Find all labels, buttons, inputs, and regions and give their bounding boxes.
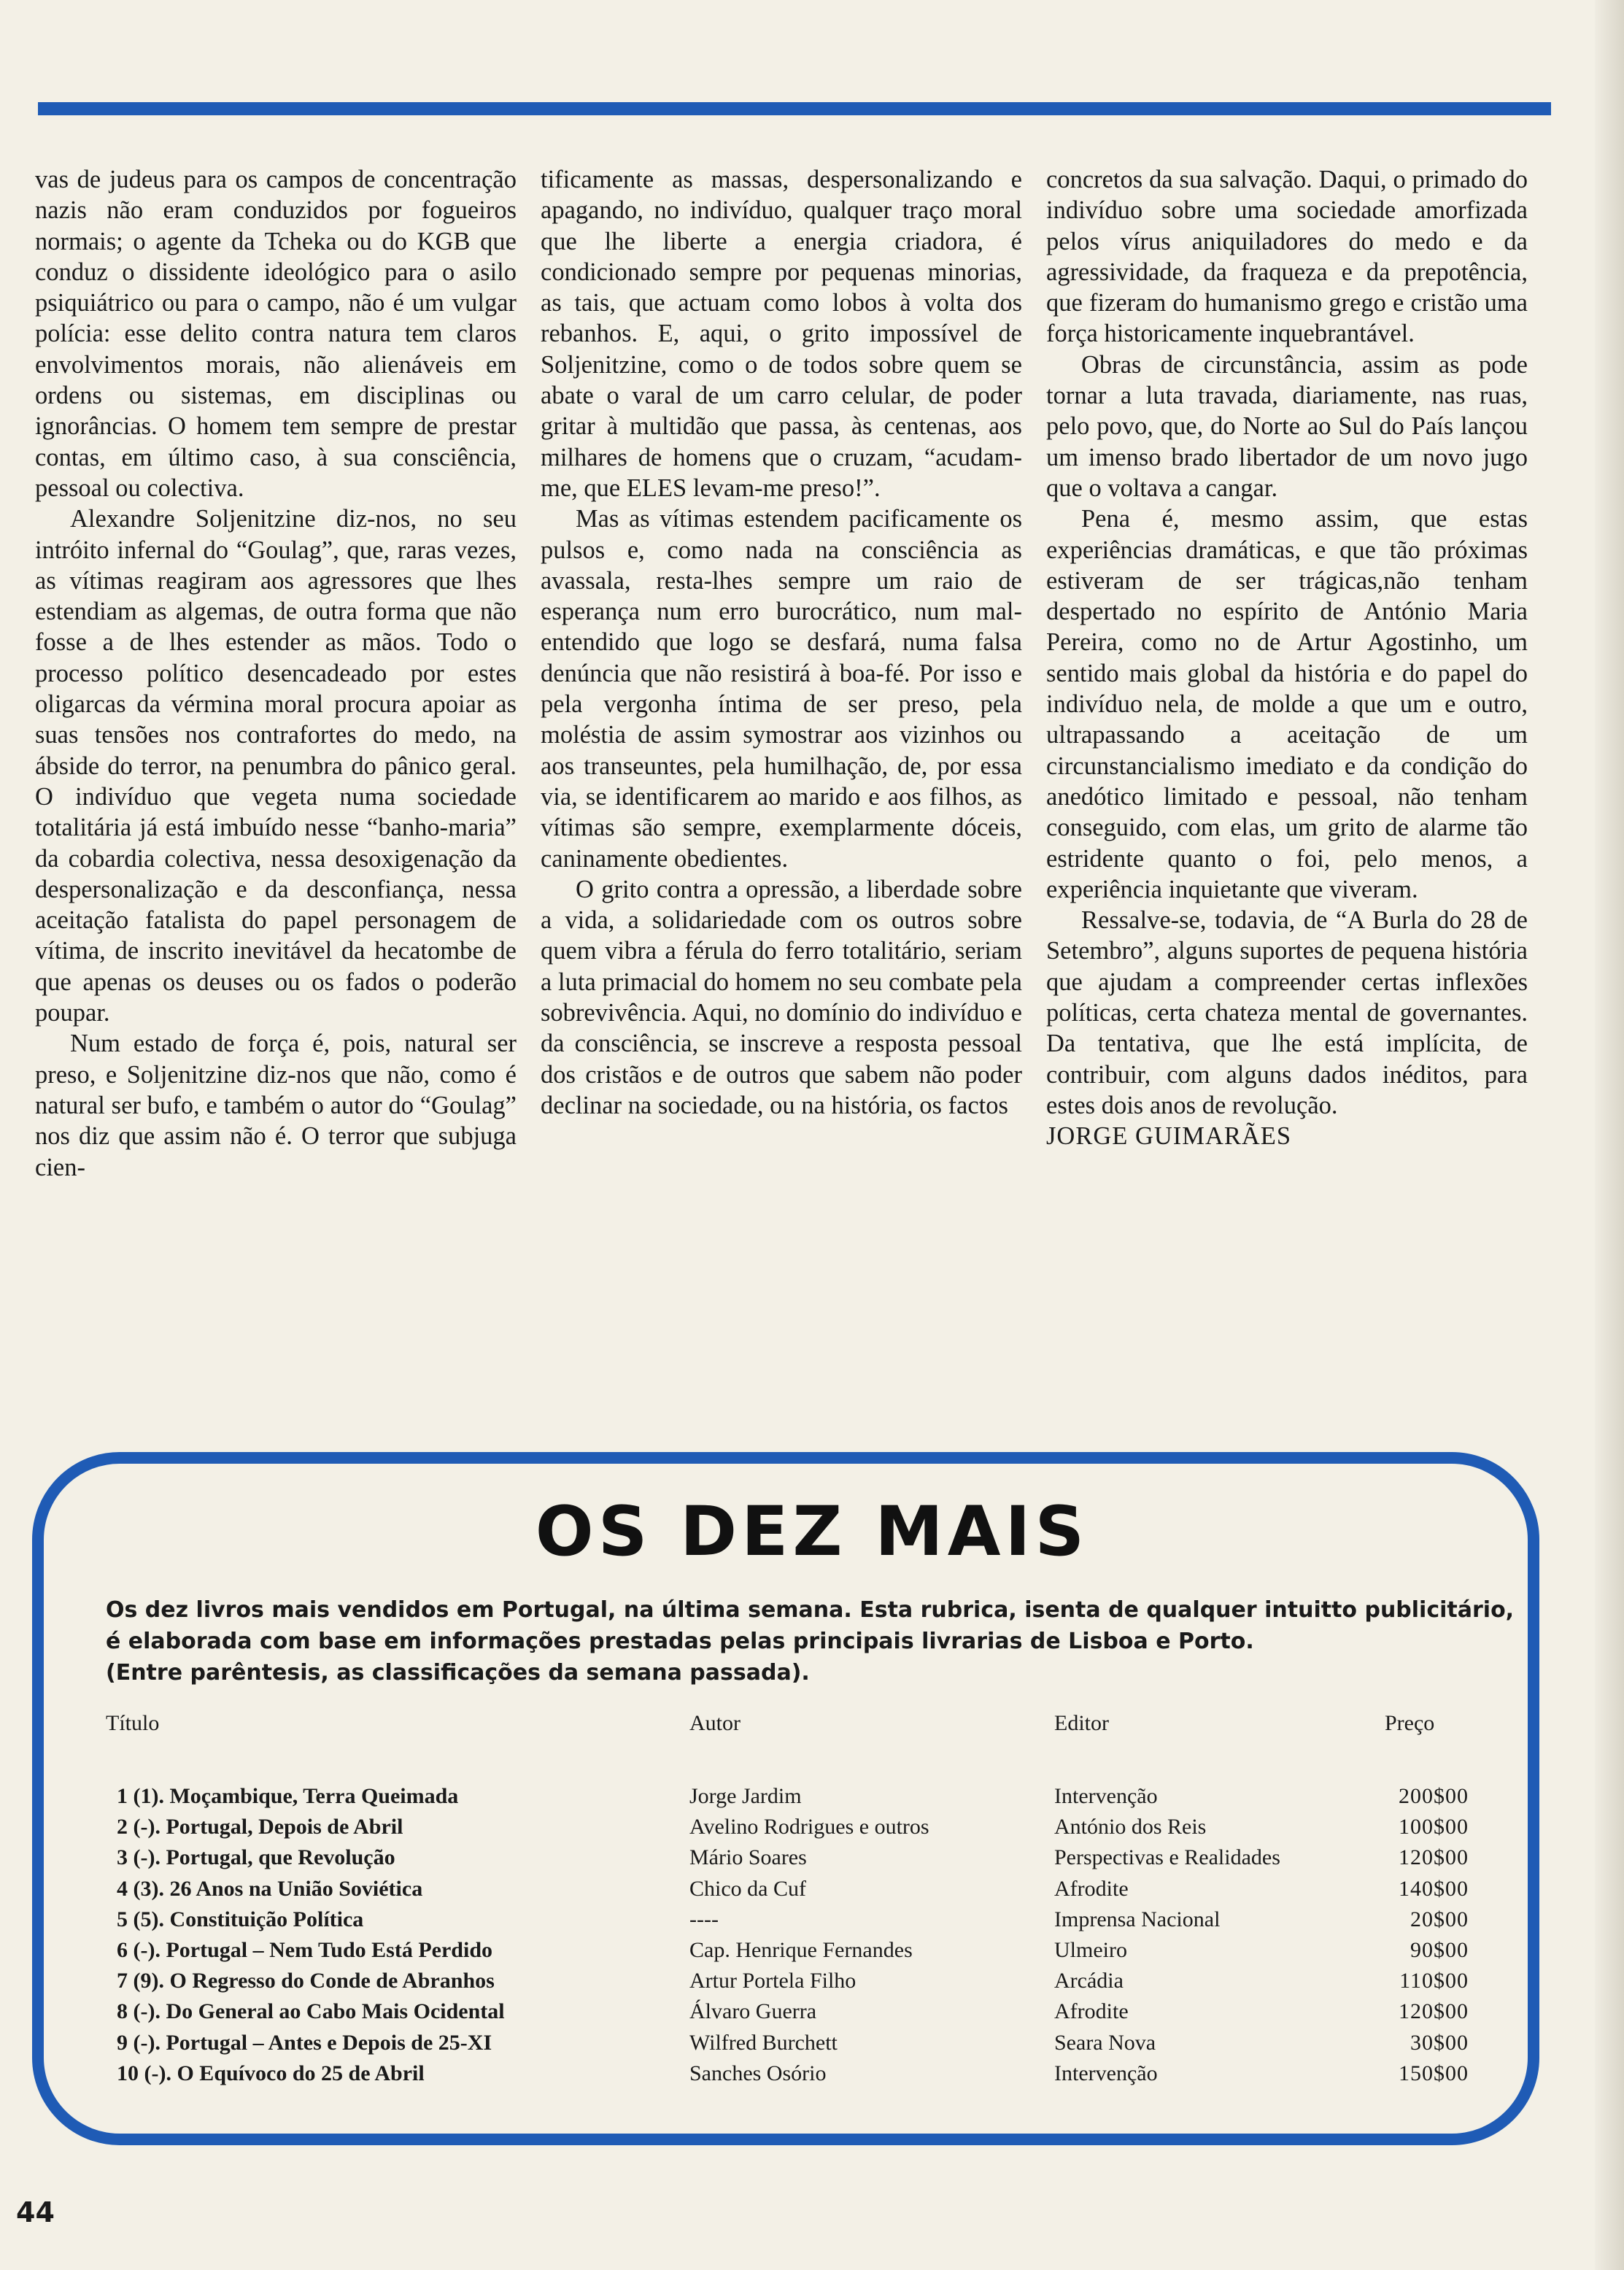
article-paragraph: Ressalve-se, todavia, de “A Burla do 28 de Setembro”, alguns suportes de pequena história que ajudam a compreender certas inflexões políticas, certa chateza mental de governantes. Da tentativa, que lhe está implícita, de contribuir, com alguns dados inéditos, para estes dois anos de revolução. (1046, 906, 1528, 1119)
book-editor: Arcádia (1054, 1969, 1124, 1993)
book-author: Mário Soares (689, 1845, 807, 1870)
table-row (0, 1907, 1624, 1937)
table-row (0, 1877, 1624, 1907)
article-paragraph: tificamente as massas, despersonalizando e apagando, no indivíduo, qualquer traço moral que lhe liberte a energia criadora, é condicionado sempre por pequenas minorias, as tais, que actuam como lobos à volta dos rebanhos. E, aqui, o grito impossível de Soljenitzine, como o de todos sobre quem se abate o varal de um carro celular, de poder gritar à multidão que passa, às centenas, aos milhares de homens que o cruzam, “acudam-me, que ELES levam-me preso!”. (541, 166, 1022, 502)
book-editor: Intervenção (1054, 1784, 1158, 1808)
book-author: ---- (689, 1907, 719, 1931)
book-author: Chico da Cuf (689, 1876, 806, 1901)
table-row (0, 1999, 1624, 2029)
book-author: Sanches Osório (689, 2061, 827, 2085)
table-header (0, 1711, 1624, 1741)
book-price: 100$00 (1399, 1815, 1469, 1839)
book-editor: Imprensa Nacional (1054, 1907, 1221, 1931)
bestsellers-intro (106, 1594, 1515, 1688)
book-title: 9 (-). Portugal – Antes e Depois de 25-XI (117, 2030, 492, 2055)
article-paragraph: Alexandre Soljenitzine diz-nos, no seu intróito infernal do “Goulag”, que, raras vezes, as vítimas reagiram aos agressores que lhes estendiam as algemas, de outra forma que não fosse a de lhes estender as mãos. Todo o processo político desencadeado por estes oligarcas da vérmina moral procura apoiar as suas tensões nos contrafortes do medo, na ábside do terror, na penumbra do pânico geral. O indivíduo que vegeta numa sociedade totalitária já está imbuído nesse “banho-maria” da cobardia colectiva, nessa desoxigenação da despersonalização e da desconfiança, nessa aceitação fatalista do papel personagem de vítima, de inscrito inevitável da hecatombe de que apenas os deuses ou os fados o poderão poupar. (35, 505, 517, 1027)
article-body (35, 164, 1528, 1405)
book-editor: Perspectivas e Realidades (1054, 1845, 1280, 1870)
article-paragraph: Obras de circunstância, assim as pode tornar a luta travada, diariamente, nas ruas, pelo povo, que, do Norte ao Sul do País lançou um imenso brado libertador de um novo jugo que o voltava a cangar. (1046, 350, 1528, 502)
book-title: 8 (-). Do General ao Cabo Mais Ocidental (117, 1999, 505, 2024)
book-title: 7 (9). O Regresso do Conde de Abranhos (117, 1969, 495, 1993)
book-price: 150$00 (1399, 2061, 1469, 2085)
book-price: 20$00 (1410, 1907, 1469, 1931)
book-price: 110$00 (1399, 1969, 1469, 1993)
book-price: 120$00 (1399, 1999, 1469, 2024)
book-editor: Ulmeiro (1054, 1938, 1127, 1962)
table-row (0, 1845, 1624, 1875)
book-author: Avelino Rodrigues e outros (689, 1815, 929, 1839)
article-column-3 (1046, 164, 1528, 1405)
header-editor: Editor (1054, 1711, 1109, 1735)
book-title: 10 (-). O Equívoco do 25 de Abril (117, 2061, 425, 2085)
article-column-1 (35, 164, 517, 1405)
article-column-2 (541, 164, 1022, 1405)
book-author: Wilfred Burchett (689, 2030, 838, 2055)
book-title: 4 (3). 26 Anos na União Soviética (117, 1876, 423, 1901)
book-price: 120$00 (1399, 1845, 1469, 1870)
top-rule (38, 102, 1551, 115)
table-row (0, 2061, 1624, 2091)
article-paragraph: Mas as vítimas estendem pacificamente os pulsos e, como nada na consciência as avassala, resta-lhes sempre um raio de esperança num erro burocrático, num mal-entendido que logo se desfará, numa falsa denúncia que não resistirá à boa-fé. Por isso e pela vergonha íntima de ser preso, pela moléstia de assim symostrar aos vizinhos ou aos transeuntes, pela humilhação, de, por essa via, se identificarem ao marido e aos filhos, as vítimas são sempre, exemplarmente dóceis, caninamente obedientes. (541, 505, 1022, 873)
book-title: 3 (-). Portugal, que Revolução (117, 1845, 395, 1870)
book-editor: Afrodite (1054, 1999, 1129, 2024)
book-author: Cap. Henrique Fernandes (689, 1938, 913, 1962)
page-number: 44 (16, 2196, 55, 2228)
table-row (0, 1969, 1624, 1999)
header-title: Título (106, 1711, 160, 1735)
book-author: Jorge Jardim (689, 1784, 802, 1808)
book-author: Artur Portela Filho (689, 1969, 857, 1993)
intro-line: (Entre parêntesis, as classificações da semana passada). (106, 1660, 810, 1686)
table-row (0, 1815, 1624, 1845)
author-signature: JORGE GUIMARÃES (1046, 1122, 1292, 1151)
book-editor: Afrodite (1054, 1876, 1129, 1901)
book-price: 30$00 (1410, 2030, 1469, 2055)
table-row (0, 1938, 1624, 1968)
bestsellers-title: OS DEZ MAIS (535, 1492, 1089, 1572)
article-paragraph: O grito contra a opressão, a liberdade sobre a vida, a solidariedade com os outros sobre quem vibra a férula do ferro totalitário, seriam a luta primacial do homem no seu combate pela sobrevivência. Aqui, no domínio do indivíduo e da consciência, se inscreve a resposta pessoal dos cristãos e de outros que sabem não poder declinar na sociedade, ou na história, os factos (541, 875, 1022, 1119)
book-author: Álvaro Guerra (689, 1999, 817, 2024)
book-title: 5 (5). Constituição Política (117, 1907, 364, 1931)
article-paragraph: Pena é, mesmo assim, que estas experiências dramáticas, e que tão próximas estiveram de ser trágicas,não tenham despertado no espírito de António Maria Pereira, como no de Artur Agostinho, um sentido mais global da história e do papel do indivíduo nela, de molde a que um e outro, ultrapassando a aceitação de um circunstancialismo imediato e da condição do anedótico limitado e pessoal, não tenham conseguido, com elas, um grito de alarme tão estridente quanto o foi, pelo menos, a experiência inquietante que viveram. (1046, 505, 1528, 903)
header-price: Preço (1385, 1711, 1435, 1735)
book-title: 2 (-). Portugal, Depois de Abril (117, 1815, 403, 1839)
intro-line: Os dez livros mais vendidos em Portugal, na última semana. Esta rubrica, isenta de qualquer intuitto publicitário, (106, 1597, 1515, 1623)
article-paragraph: vas de judeus para os campos de concentração nazis não eram conduzidos por fogueiros normais; o agente da Tcheka ou do KGB que conduz o dissidente ideológico para o asilo psiquiátrico ou para o campo, não é um vulgar polícia: esse delito contra natura tem claros envolvimentos morais, não alienáveis em ordens ou sistemas, em disciplinas ou ignorâncias. O homem tem sempre de prestar contas, em último caso, à sua consciência, pessoal ou colectiva. (35, 166, 517, 502)
book-price: 200$00 (1399, 1784, 1469, 1808)
table-row (0, 1784, 1624, 1814)
article-paragraph: concretos da sua salvação. Daqui, o primado do indivíduo sobre uma sociedade amorfizada pelos vírus aniquiladores do medo e da agressividade, da fraqueza e da prepotência, que fizeram do humanismo grego e cristão uma força historicamente inquebrantável. (1046, 166, 1528, 348)
header-author: Autor (689, 1711, 741, 1735)
book-editor: António dos Reis (1054, 1815, 1207, 1839)
book-editor: Seara Nova (1054, 2030, 1156, 2055)
table-row (0, 2031, 1624, 2061)
book-price: 140$00 (1399, 1876, 1469, 1901)
book-price: 90$00 (1410, 1938, 1469, 1962)
article-paragraph: Num estado de força é, pois, natural ser preso, e Soljenitzine diz-nos que não, como é natural ser bufo, e também o autor do “Goulag” nos diz que assim não é. O terror que subjuga cien- (35, 1030, 517, 1181)
intro-line: é elaborada com base em informações prestadas pelas principais livrarias de Lisboa e Porto. (106, 1629, 1254, 1654)
book-editor: Intervenção (1054, 2061, 1158, 2085)
book-title: 1 (1). Moçambique, Terra Queimada (117, 1784, 459, 1808)
book-title: 6 (-). Portugal – Nem Tudo Está Perdido (117, 1938, 493, 1962)
